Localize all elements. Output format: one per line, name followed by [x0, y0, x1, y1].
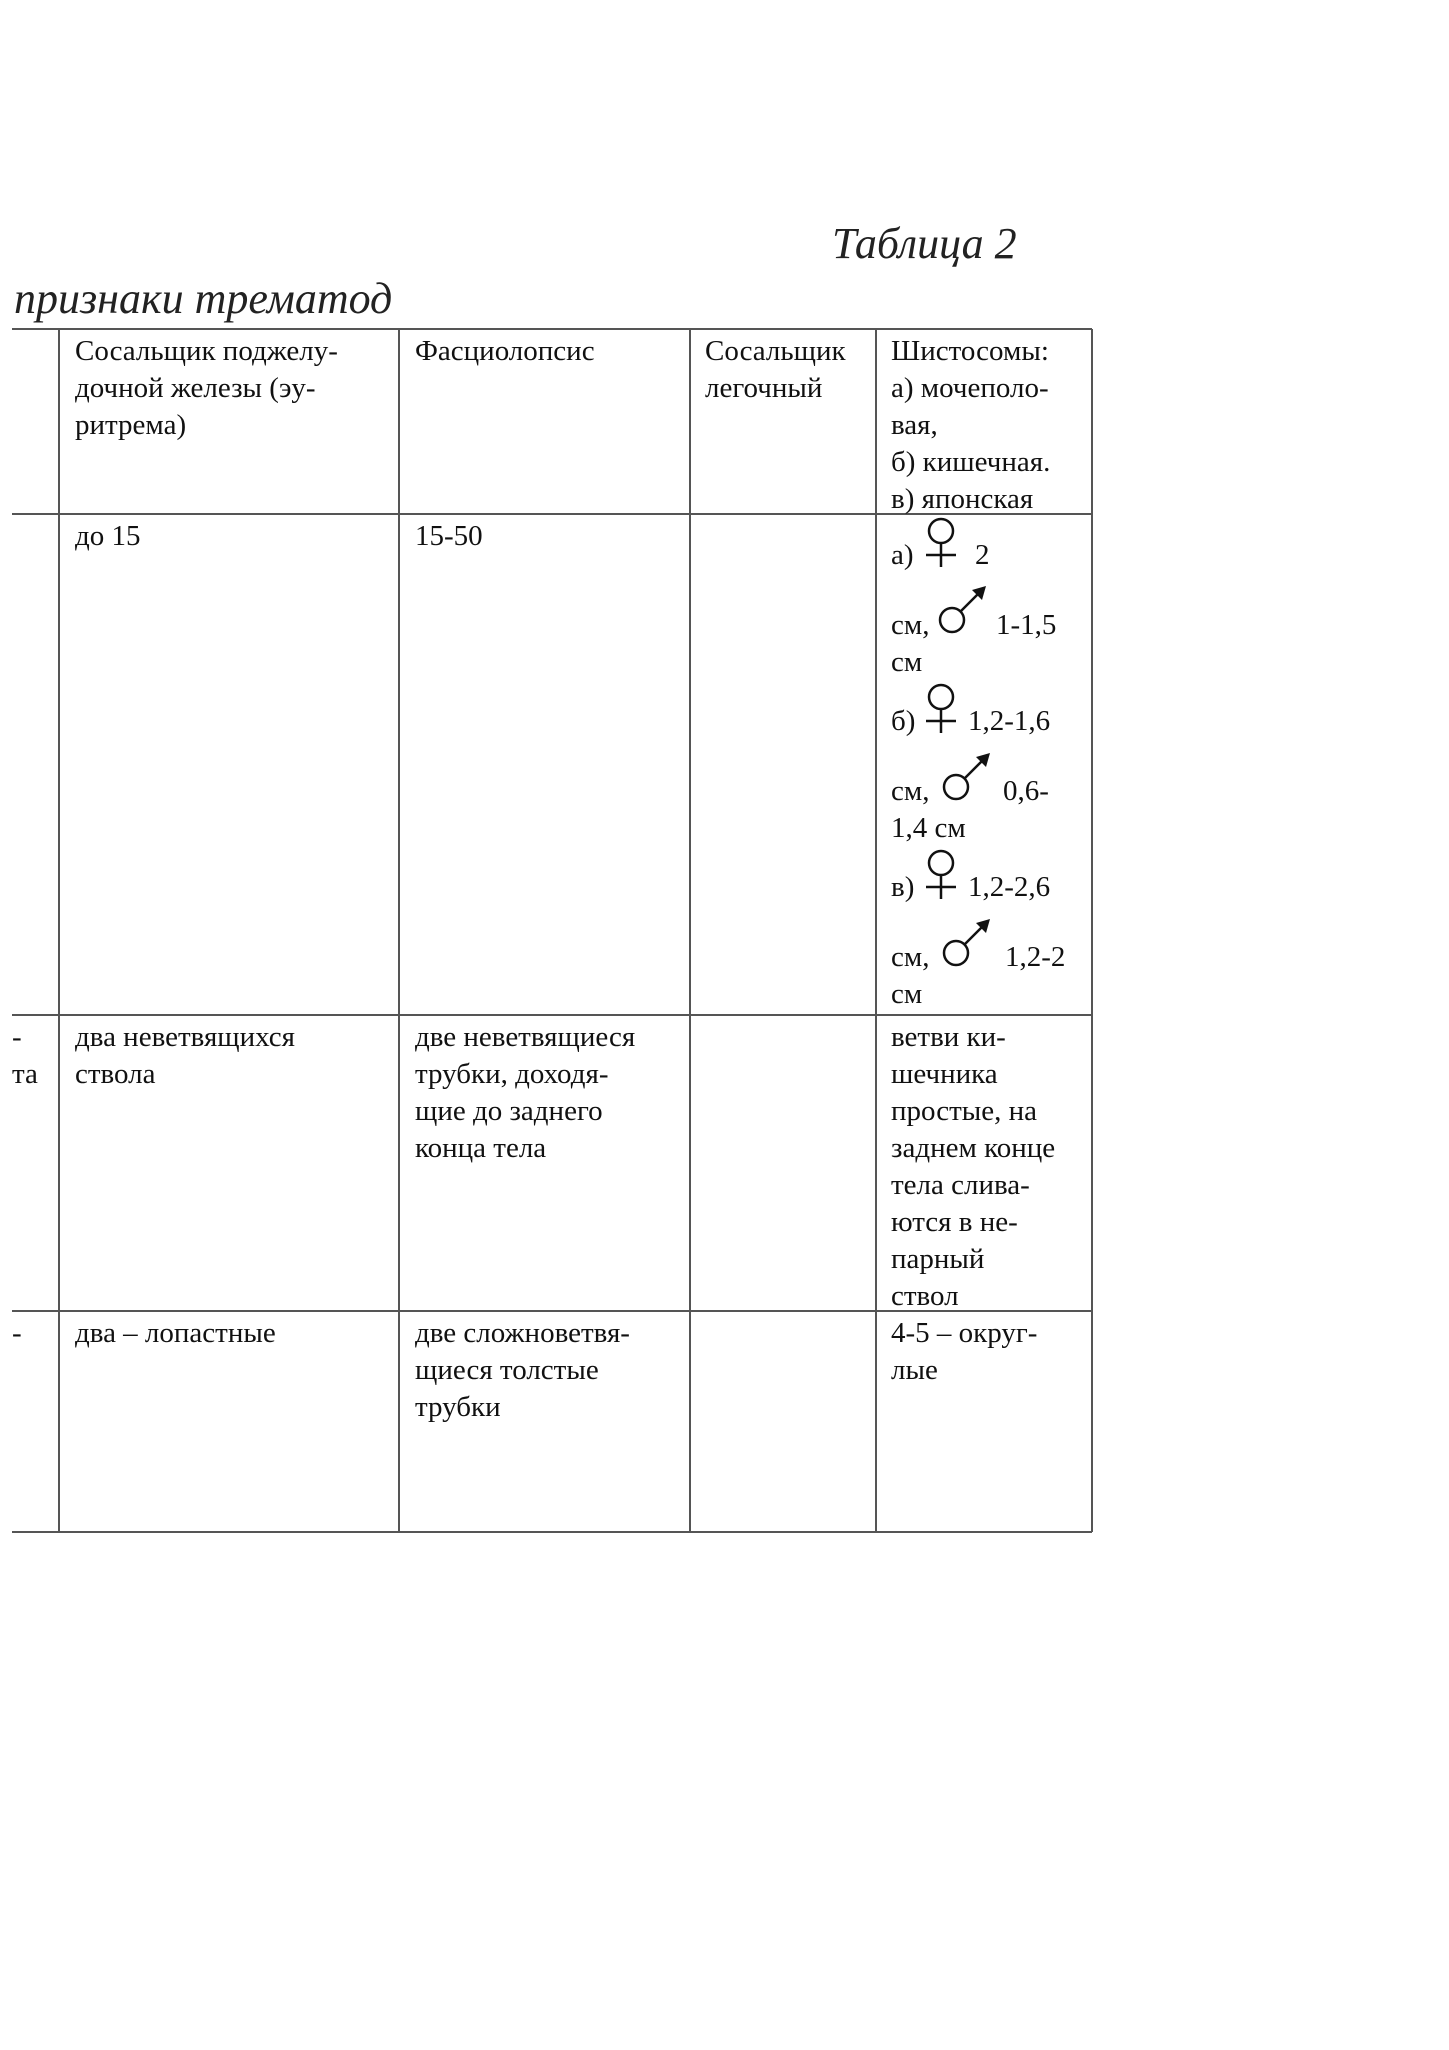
header-eurytrema: Сосальщик поджелу- дочной железы (эу- ритрема) — [75, 335, 338, 441]
testes-eurytrema: два – лопастные — [75, 1317, 276, 1349]
female-sign-icon — [922, 681, 960, 735]
table-label: Таблица 2 — [832, 219, 1017, 268]
size-c-female: 1,2-2,6 — [968, 871, 1051, 903]
size-c-end: см — [891, 978, 923, 1010]
testes-fasciolopsis: две сложноветвя- щиеся толстые трубки — [415, 1317, 630, 1423]
header-lung-fluke: Сосальщик легочный — [705, 335, 846, 404]
size-b-prefix: б) — [891, 705, 916, 737]
header-fasciolopsis: Фасциолопсис — [415, 335, 595, 367]
size-b-female: 1,2-1,6 — [968, 705, 1051, 737]
intestine-schistosoma: ветви ки- шечника простые, на заднем конце тела слива- ются в не- парный ствол — [891, 1021, 1056, 1312]
size-a-prefix: а) — [891, 539, 914, 571]
intestine-fasciolopsis: две неветвящиеся трубки, доходя- щие до заднего конца тела — [415, 1021, 636, 1164]
size-a-female: 2 — [975, 539, 990, 571]
intestine-eurytrema: два неветвящихся ствола — [75, 1021, 296, 1090]
size-a-end: см — [891, 646, 923, 678]
testes-left-cut: - — [12, 1317, 22, 1349]
male-sign-icon — [934, 582, 990, 638]
female-sign-icon — [922, 847, 960, 901]
size-c-prefix: в) — [891, 871, 915, 903]
table-title: признаки трематод — [14, 274, 393, 323]
testes-schistosoma: 4-5 – округ- лые — [891, 1317, 1038, 1386]
size-eurytrema: до 15 — [75, 520, 141, 552]
size-c-cm: см, — [891, 941, 930, 973]
size-a-cm: см, — [891, 609, 930, 641]
female-sign-icon — [922, 515, 960, 569]
size-b-male: 0,6- — [1003, 775, 1049, 807]
size-fasciolopsis: 15-50 — [415, 520, 483, 552]
male-sign-icon — [938, 915, 994, 971]
header-schistosoma: Шистосомы: а) мочеполо- вая, б) кишечная. в) японская — [891, 335, 1051, 515]
intestine-left-cut: - та — [12, 1021, 38, 1090]
size-a-male: 1-1,5 — [996, 609, 1057, 641]
size-b-cm: см, — [891, 775, 930, 807]
male-sign-icon — [938, 749, 994, 805]
size-c-male: 1,2-2 — [1005, 941, 1066, 973]
size-b-end: 1,4 см — [891, 812, 966, 844]
